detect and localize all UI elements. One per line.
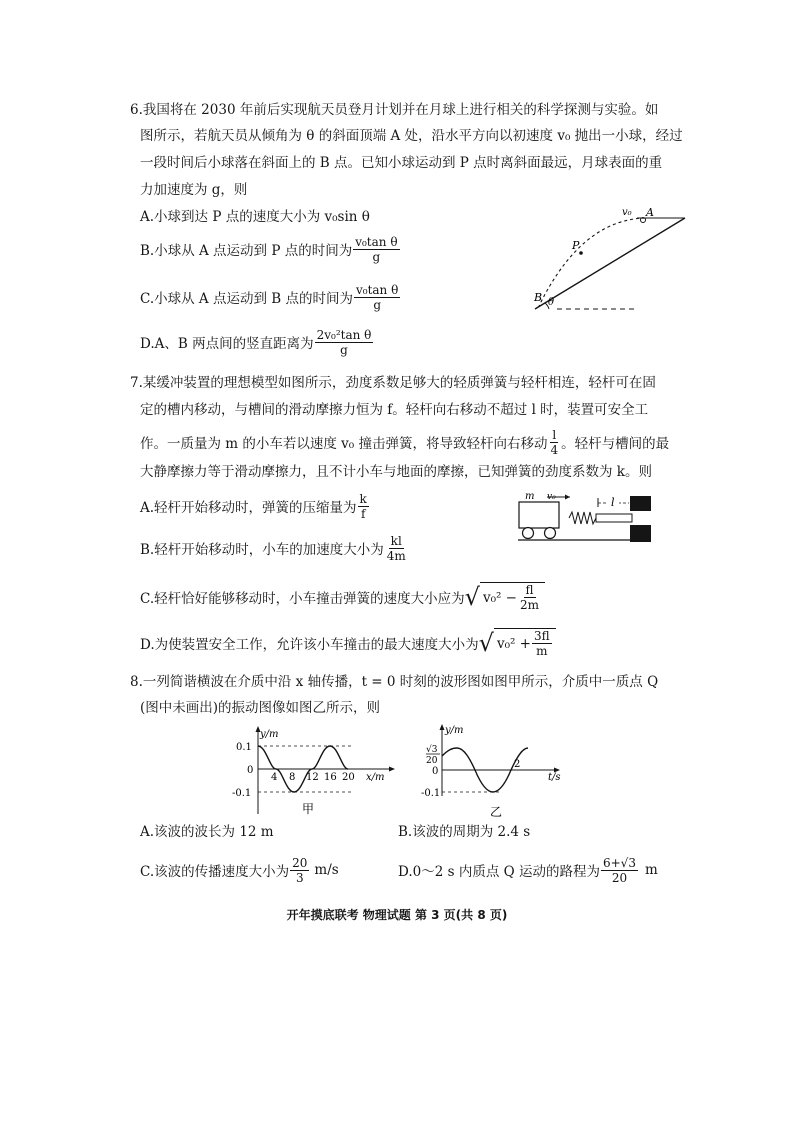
arrowhead-icon bbox=[440, 724, 445, 730]
x-tick-label: 2 bbox=[514, 759, 521, 770]
x-tick-label: 4 bbox=[271, 772, 278, 783]
q8-option-c-fraction bbox=[290, 856, 309, 885]
q7-option-b-fraction bbox=[385, 534, 408, 563]
q7-option-a bbox=[140, 488, 370, 524]
point-p-dot bbox=[579, 251, 583, 255]
light-rod bbox=[596, 514, 632, 522]
sqrt-term: v₀² + bbox=[496, 635, 531, 652]
q6-incline-figure bbox=[525, 202, 690, 317]
q7-option-d-text: D.为使装置安全工作，允许该小车撞击的最大速度大小为 bbox=[140, 637, 479, 653]
arrowhead-icon bbox=[565, 495, 570, 500]
frac-num: v₀tan θ bbox=[355, 282, 399, 297]
q7-stem-line2: 定的槽内移动，与槽间的滑动摩擦力恒为 f。轻杆向右移动不超过 l 时，装置可安全工 bbox=[140, 402, 649, 418]
frac-den: 20 bbox=[611, 870, 628, 885]
q7-buffer-figure bbox=[512, 488, 657, 545]
y-axis-label: y/m bbox=[260, 729, 279, 740]
x-tick-label: 12 bbox=[306, 772, 319, 783]
frac-num: k bbox=[359, 491, 367, 506]
q8-stem-line2: (图中未画出)的振动图像如图乙所示，则 bbox=[140, 700, 381, 716]
q8-option-d-unit: m bbox=[644, 862, 658, 878]
q8-stem-line1: 8.一列简谐横波在介质中沿 x 轴传播，t = 0 时刻的波形图如图甲所示，介质中一质点 Q bbox=[130, 674, 659, 690]
frac-den: g bbox=[340, 342, 348, 357]
y-tick-label: -0.1 bbox=[421, 788, 441, 799]
label-v0: v₀ bbox=[547, 492, 556, 502]
q7-stem-line1: 7.某缓冲装置的理想模型如图所示，劲度系数足够大的轻质弹簧与轻杆相连，轻杆可在固 bbox=[130, 375, 656, 391]
y-tick-label: 0.1 bbox=[236, 742, 252, 753]
sqrt-icon: √ bbox=[464, 583, 480, 611]
q7-option-b-text: B.轻杆开始移动时，小车的加速度大小为 bbox=[140, 542, 384, 558]
q7-option-b bbox=[140, 530, 409, 566]
arrowhead-icon bbox=[389, 767, 395, 772]
q6-option-a: A.小球到达 P 点的速度大小为 v₀sin θ bbox=[140, 209, 370, 225]
q8-option-c-unit: m/s bbox=[314, 862, 339, 878]
frac-den: 2m bbox=[520, 598, 540, 612]
frac-den: g bbox=[372, 249, 381, 264]
q6-stem-line1: 6.我国将在 2030 年前后实现航天员登月计划并在月球上进行相关的科学探测与实验。如 bbox=[130, 102, 659, 118]
x-axis-label: x/m bbox=[366, 772, 385, 783]
q6-option-d-fraction bbox=[315, 328, 374, 357]
graph-caption: 乙 bbox=[490, 805, 503, 819]
q7-option-a-text: A.轻杆开始移动时，弹簧的压缩量为 bbox=[140, 500, 357, 516]
y-tick-sqrt3-num: √3 bbox=[426, 745, 438, 755]
spring-icon bbox=[569, 512, 596, 524]
cart-body-icon bbox=[519, 502, 559, 528]
x-tick-label: 20 bbox=[342, 772, 355, 783]
q8-option-d-text: D.0～2 s 内质点 Q 运动的路程为 bbox=[398, 864, 600, 880]
q8-graph-jia bbox=[225, 722, 400, 820]
q8-option-b: B.该波的周期为 2.4 s bbox=[398, 824, 531, 840]
x-tick-label: 8 bbox=[289, 772, 296, 783]
frac-den: 3 bbox=[295, 870, 304, 885]
sqrt-term: v₀² − bbox=[482, 589, 517, 606]
y-tick-sqrt3-den: 20 bbox=[426, 756, 438, 766]
q6-option-c-text: C.小球从 A 点运动到 B 点的时间为 bbox=[140, 291, 353, 307]
q6-option-d bbox=[140, 324, 374, 360]
cart-wheel-icon bbox=[545, 528, 556, 539]
q6-option-c bbox=[140, 280, 401, 314]
frac-num: 20 bbox=[292, 855, 308, 870]
x-tick-label: 16 bbox=[324, 772, 337, 783]
frac-num: kl bbox=[390, 533, 402, 548]
q8-option-a: A.该波的波长为 12 m bbox=[140, 824, 274, 840]
q6-option-b-fraction bbox=[353, 235, 399, 264]
q7-option-d bbox=[140, 624, 556, 662]
q8-option-d bbox=[398, 852, 658, 888]
q6-option-c-fraction bbox=[354, 283, 400, 312]
y-axis-label: y/m bbox=[445, 725, 464, 736]
q6-stem-line2: 图所示，若航天员从倾角为 θ 的斜面顶端 A 处，沿水平方向以初速度 v₀ 抛出一小球，经过 bbox=[140, 128, 683, 144]
q7-option-c bbox=[140, 578, 545, 616]
q7-stem-line3-end: 。轻杆与槽间的最 bbox=[561, 436, 670, 452]
frac-num: v₀tan θ bbox=[355, 234, 398, 249]
page-footer: 开年摸底联考 物理试题 第 3 页(共 8 页) bbox=[286, 908, 508, 922]
q7-stem-line4: 大静摩擦力等于滑动摩擦力，且不计小车与地面的摩擦，已知弹簧的劲度系数为 k。则 bbox=[140, 464, 652, 480]
q8-graph-yi bbox=[420, 716, 568, 826]
q7-stem-line3-text: 作。一质量为 m 的小车若以速度 v₀ 撞击弹簧，将导致轻杆向右移动 bbox=[140, 436, 548, 452]
label-l: l bbox=[611, 496, 615, 509]
frac-den: 4m bbox=[386, 548, 406, 563]
label-v0: v₀ bbox=[622, 207, 632, 218]
q7-stem-line3 bbox=[140, 422, 669, 462]
y-tick-label: -0.1 bbox=[232, 788, 252, 799]
q6-option-d-text: D.A、B 两点间的竖直距离为 bbox=[140, 336, 314, 352]
frac-num: 3fl bbox=[534, 629, 550, 643]
label-theta: θ bbox=[548, 297, 555, 308]
q6-stem-line3: 一段时间后小球落在斜面上的 B 点。已知小球运动到 P 点时离斜面最远，月球表面的重 bbox=[140, 155, 663, 171]
label-p: P bbox=[572, 239, 580, 252]
frac-den: m bbox=[536, 644, 548, 658]
frac-num: 6+√3 bbox=[602, 855, 636, 870]
groove-bottom bbox=[630, 525, 651, 542]
label-m: m bbox=[525, 491, 535, 502]
label-a: A bbox=[646, 206, 654, 219]
graph-caption: 甲 bbox=[302, 802, 315, 816]
cart-wheel-icon bbox=[523, 528, 534, 539]
q8-option-d-fraction bbox=[601, 856, 638, 885]
x-axis-label: t/s bbox=[548, 772, 561, 783]
y-tick-label: 0 bbox=[432, 766, 439, 777]
y-tick-label: 0 bbox=[247, 765, 254, 776]
q7-option-c-sqrt bbox=[465, 582, 545, 612]
frac-num: fl bbox=[525, 583, 534, 597]
q7-option-c-text: C.轻杆恰好能够移动时，小车撞击弹簧的速度大小应为 bbox=[140, 591, 465, 607]
label-b: B bbox=[534, 291, 543, 304]
q8-option-c-text: C.该波的传播速度大小为 bbox=[140, 864, 290, 880]
frac-den: g bbox=[373, 297, 381, 312]
q6-option-b bbox=[140, 232, 401, 266]
q8-option-c bbox=[140, 852, 339, 888]
frac-num: 2v₀²tan θ bbox=[316, 327, 372, 342]
frac-den: 4 bbox=[550, 442, 559, 457]
q6-stem-line4: 力加速度为 g，则 bbox=[140, 182, 248, 198]
q7-option-d-sqrt bbox=[479, 628, 556, 658]
q7-stem-line3-fraction bbox=[549, 428, 561, 457]
sqrt-icon: √ bbox=[478, 629, 494, 657]
frac-num: l bbox=[552, 427, 557, 442]
q7-option-a-fraction bbox=[358, 492, 369, 521]
incline-line bbox=[535, 218, 685, 309]
q6-option-b-text: B.小球从 A 点运动到 P 点的时间为 bbox=[140, 243, 353, 259]
frac-den: f bbox=[360, 506, 366, 521]
trajectory-dashed bbox=[539, 218, 645, 306]
groove-top bbox=[630, 496, 651, 511]
